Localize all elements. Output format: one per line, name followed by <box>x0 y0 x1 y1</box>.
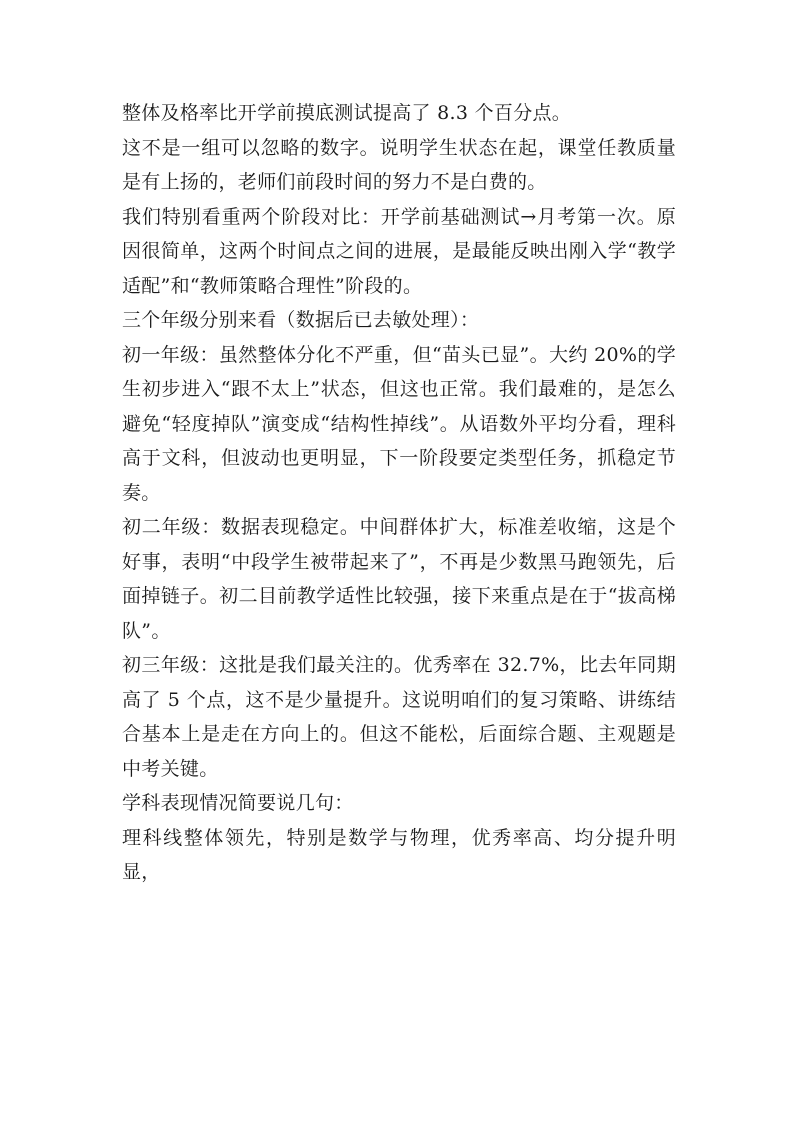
paragraph-subjects-intro: 学科表现情况简要说几句： <box>122 792 354 814</box>
paragraph-pass-rate: 整体及格率比开学前摸底测试提高了 8.3 个百分点。 <box>122 102 572 124</box>
paragraph-grades-intro: 三个年级分别来看（数据后已去敏处理）： <box>122 309 480 331</box>
paragraph-science-lead: 理科线整体领先，特别是数学与物理，优秀率高、均分提升明显， <box>122 826 676 883</box>
paragraph-grade-three: 初三年级：这批是我们最关注的。优秀率在 32.7%，比去年同期高了 5 个点，这不是少量提升。这说明咱们的复习策略、讲练结合基本上是走在方向上的。但这不能松，后面综合题、主观题是中考关键。 <box>122 654 676 780</box>
paragraph-grade-two: 初二年级：数据表现稳定。中间群体扩大，标准差收缩，这是个好事，表明“中段学生被带起来了”，不再是少数黑马跑领先，后面掉链子。初二目前教学适性比较强，接下来重点是在于“拔高梯队”。 <box>122 516 676 642</box>
paragraph-significance: 这不是一组可以忽略的数字。说明学生状态在起，课堂任教质量是有上扬的，老师们前段时间的努力不是白费的。 <box>122 136 676 193</box>
document-body <box>122 96 676 890</box>
paragraph-grade-one: 初一年级：虽然整体分化不严重，但“苗头已显”。大约 20%的学生初步进入“跟不太上”状态，但这也正常。我们最难的，是怎么避免“轻度掉队”演变成“结构性掉线”。从语数外平均分看，理科高于文科，但波动也更明显，下一阶段要定类型任务，抓稳定节奏。 <box>122 343 676 504</box>
paragraph-stage-comparison: 我们特别看重两个阶段对比：开学前基础测试→月考第一次。原因很简单，这两个时间点之间的进展，是最能反映出刚入学“教学适配”和“教师策略合理性”阶段的。 <box>122 205 676 297</box>
